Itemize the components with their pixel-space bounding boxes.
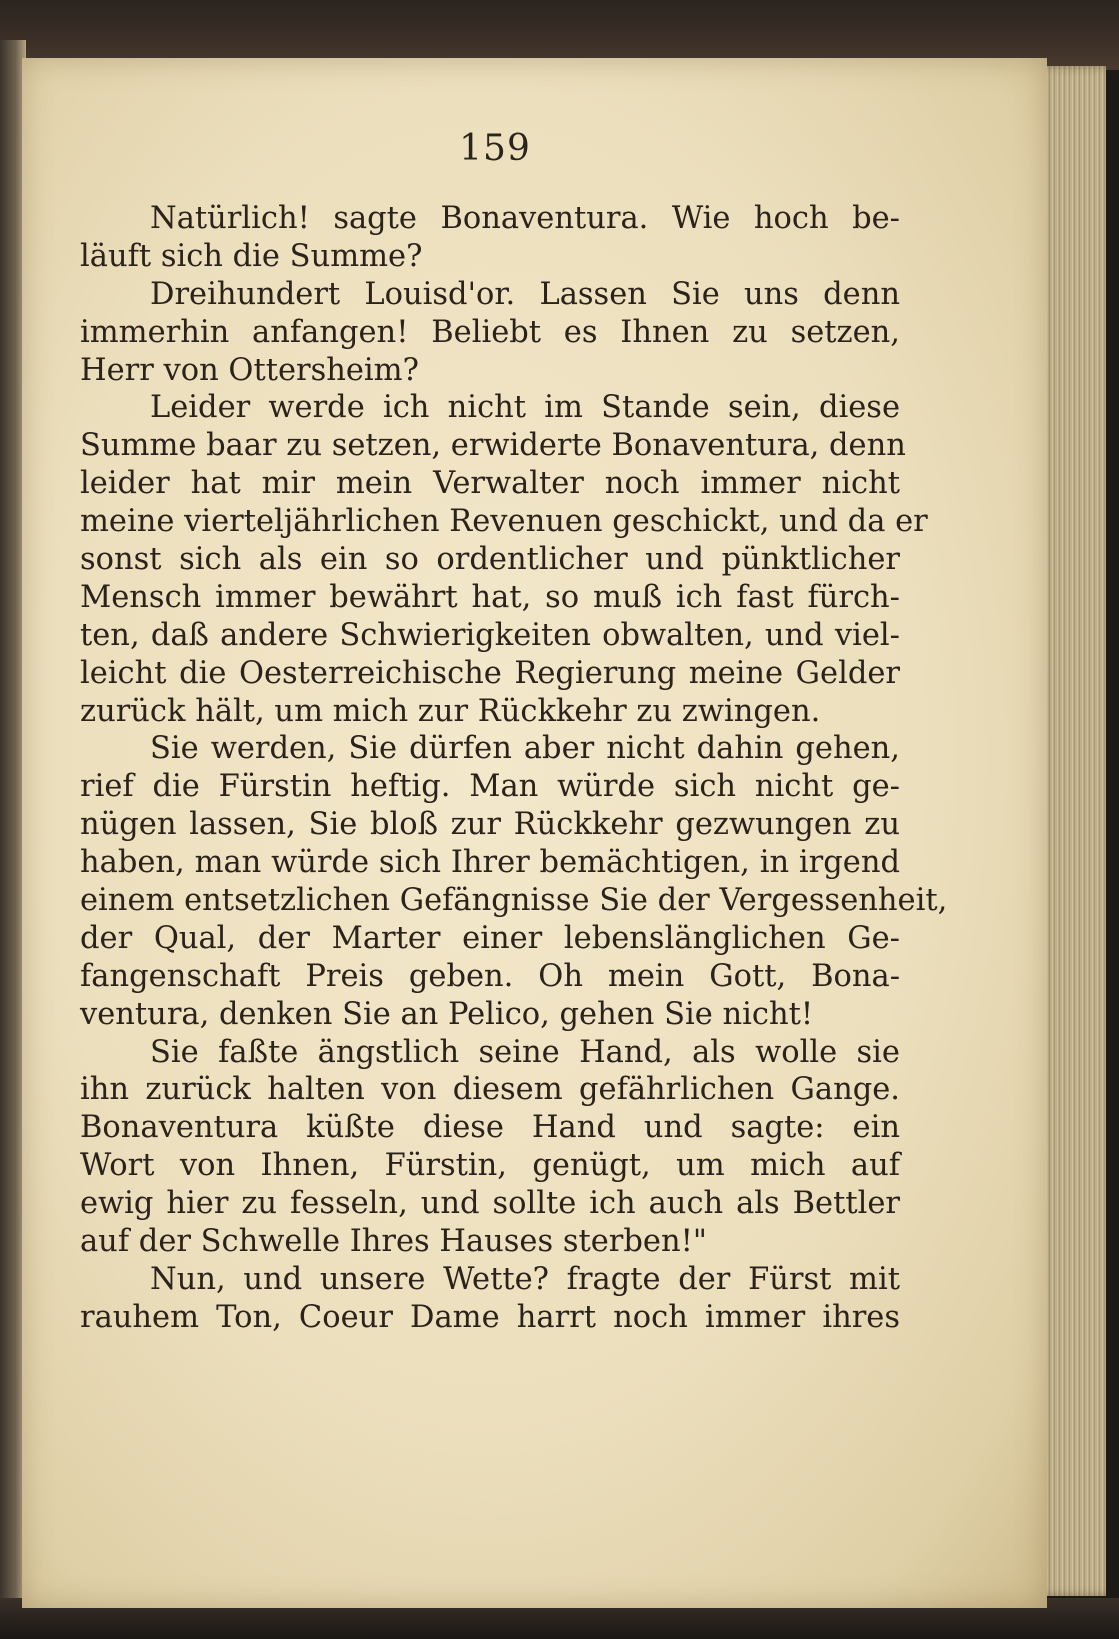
text-line: ewig hier zu fesseln, und sollte ich auch als Bettler — [80, 1186, 900, 1222]
text-line: der Qual, der Marter einer lebenslänglichen Ge- — [80, 920, 900, 956]
text-line: Natürlich! sagte Bonaventura. Wie hoch be- — [150, 201, 900, 236]
text-line: ten, daß andere Schwierigkeiten obwalten, und viel- — [80, 617, 900, 653]
text-line: Summe baar zu setzen, erwiderte Bonaventura, denn — [80, 428, 906, 464]
text-line: Leider werde ich nicht im Stande sein, diese — [150, 390, 900, 426]
text-line: einem entsetzlichen Gefängnisse Sie der Vergessenheit, — [80, 883, 948, 919]
text-line: haben, man würde sich Ihrer bemächtigen, in irgend — [80, 845, 900, 881]
text-line: meine vierteljährlichen Revenuen geschickt, und da er — [80, 504, 928, 540]
text-line: ventura, denken Sie an Pelico, gehen Sie nicht! — [80, 996, 814, 1032]
text-line: Nun, und unsere Wette? fragte der Fürst mit — [150, 1261, 900, 1297]
text-line: Sie werden, Sie dürfen aber nicht dahin gehen, — [150, 731, 900, 767]
text-line: zurück hält, um mich zur Rückkehr zu zwingen. — [80, 693, 821, 729]
text-line: immerhin anfangen! Beliebt es Ihnen zu setzen, — [80, 314, 900, 350]
text-line: Dreihundert Louisd'or. Lassen Sie uns denn — [150, 276, 900, 312]
text-line: rief die Fürstin heftig. Man würde sich nicht ge- — [80, 769, 900, 805]
text-line: Sie faßte ängstlich seine Hand, als wolle sie — [150, 1034, 900, 1070]
body-text — [80, 200, 948, 1337]
text-line: sonst sich als ein so ordentlicher und pünktlicher — [80, 542, 900, 578]
page-number: 159 — [459, 128, 531, 169]
text-line: Bonaventura küßte diese Hand und sagte: ein — [80, 1110, 900, 1146]
text-line: Mensch immer bewährt hat, so muß ich fast fürch- — [80, 579, 900, 615]
text-line: läuft sich die Summe? — [80, 238, 423, 274]
text-line: auf der Schwelle Ihres Hauses sterben!" — [80, 1224, 707, 1260]
text-line: rauhem Ton, Coeur Dame harrt noch immer ihres — [80, 1299, 900, 1335]
text-line: leider hat mir mein Verwalter noch immer nicht — [80, 466, 900, 502]
text-line: ihn zurück halten von diesem gefährlichen Gange. — [80, 1072, 900, 1108]
text-line: leicht die Oesterreichische Regierung meine Gelder — [80, 655, 900, 691]
text-line: Herr von Ottersheim? — [80, 352, 419, 388]
text-line: Wort von Ihnen, Fürstin, genügt, um mich auf — [80, 1148, 900, 1184]
text-line: nügen lassen, Sie bloß zur Rückkehr gezwungen zu — [80, 807, 900, 843]
text-line: fangenschaft Preis geben. Oh mein Gott, Bona- — [80, 958, 900, 994]
